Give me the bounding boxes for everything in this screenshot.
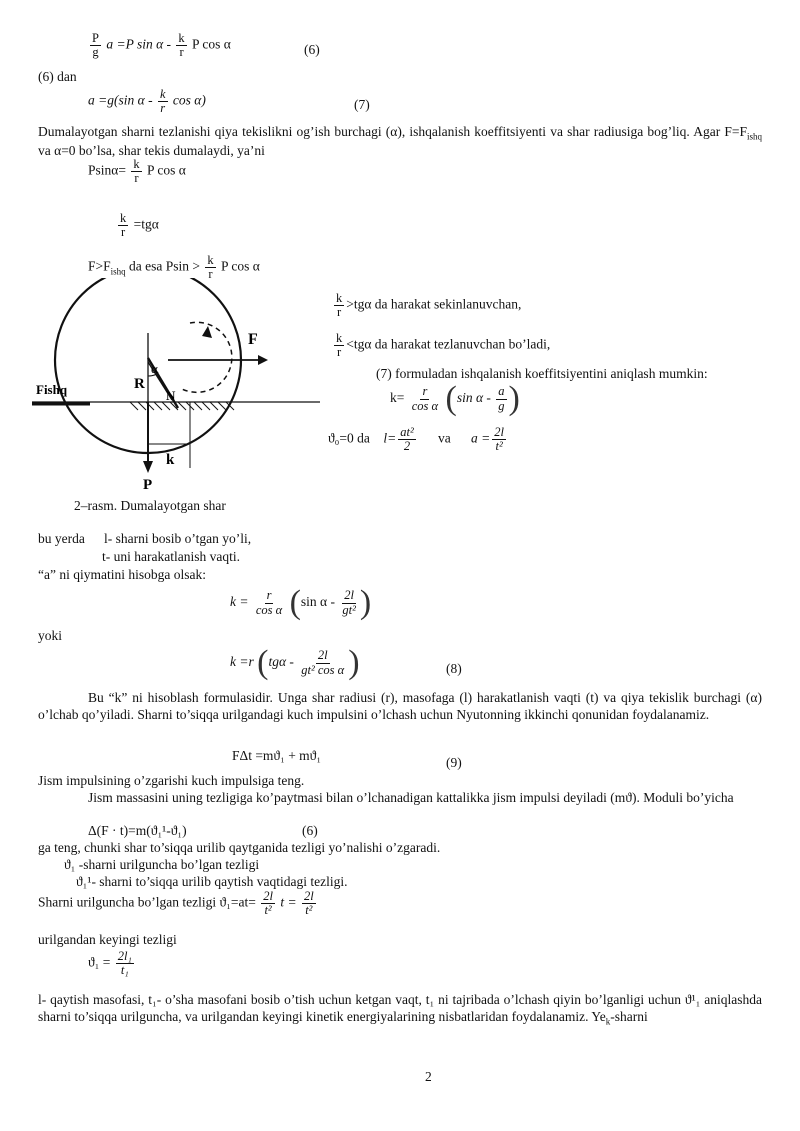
label-N: N [166,388,176,403]
paragraph-impulse: Jism impulsining o’zgarishi kuch impulsiga teng. [38,773,305,788]
label-P: P [143,477,153,493]
t-definition: t- uni harakatlanish vaqti. [102,549,240,564]
equation-9-number: (9) [446,755,462,770]
equation-6-number: (6) [304,42,320,57]
velocity-before-hit: Sharni urilguncha bo’lgan tezligi ϑ₁=at= $\frac{2l}{\text{t²}}$ t = $\frac{2l}{\text{t²}}$ [38,889,314,918]
from-6-label: (6) dan [38,69,77,84]
surface-hatching [130,402,234,410]
condition-accelerating: $\frac{k}{r}$ <tgα da harakat tezlanuvchan bo’ladi, [336,331,551,360]
label-k: k [166,452,175,468]
equation-k2: k = $\frac{r}{\text{cos α}}$ (sin α - $\frac{2l}{\text{gt²}}$ ) [230,584,372,621]
label-Fishq: Fishq [36,382,68,397]
l-definition: l- sharni bosib o’tgan yo’li, [104,531,252,546]
condition-decelerating: $\frac{k}{r}$ >tgα da harakat sekinlanuvchan, [336,291,522,320]
label-R: R [134,376,145,392]
bu-yerda-label: bu yerda [38,531,85,546]
equation-f-greater: $F>F_{ishq}$ da esa Psin > $\frac{k}{r}$ P cos α [88,253,260,282]
equation-7: a =g(sin α - $\frac{k}{r}$ cos α) [88,87,206,116]
paragraph-direction: ga teng, chunki shar to’siqqa urilib qaytganida tezligi yo’nalishi o’zgaradi. [38,840,441,855]
velocity-after-label: urilgandan keyingi tezligi [38,932,177,947]
equation-v1: ϑ₁ = $\frac{\text{2l₁}}{\text{t₁}}$ [88,949,132,978]
figure-caption: 2–rasm. Dumalayotgan shar [74,498,226,513]
force-f-arrowhead [258,355,268,365]
equation-psin: Psinα= $\frac{k}{r}$ P cos α [88,157,186,186]
equation-v0: ϑ₀=0 da l= $\frac{\text{at²}}{2}$ va a = $\frac{2l}{\text{t²}}$ [328,425,504,454]
weight-arrowhead [143,461,153,473]
equation-8-number: (8) [446,661,462,676]
equation-8: k =r (tgα - $\frac{2l}{\text{gt² cos α}}$ ) [230,644,360,681]
equation-k: k= $\frac{r}{\text{cos α}}$ (sin α - $\frac{a}{g}$ ) [390,380,520,417]
paragraph-formula: Bu “k” ni hisoblash formulasidir. Unga shar radiusi (r), masofaga (l) harakatlanish vaqti (t) va qiya tekislik burchagi (α) o’lchab qo’yiladi. Sharni to’siqqa urilgandagi kuch impulsini o’lchash uchun Nyutonning ikkinchi qonunidan foydalanamiz. [38,690,762,722]
label-F: F [248,331,258,348]
a-value-line: “a” ni qiymatini hisobga olsak: [38,567,206,582]
paragraph-acceleration: Dumalayotgan sharni tezlanishi qiya tekislikni og’ish burchagi (α), ishqalanish koeffitsiyenti va shar radiusiga bog’liq. Agar $F=F_{ishq}$ va α=0 bo’lsa, shar tekis dumalaydi, ya’ni [38,124,762,158]
from-7-text: (7) formuladan ishqalanish koeffitsiyentini aniqlash mumkin: [376,366,708,381]
page-number: 2 [425,1069,432,1084]
label-alpha: α [151,361,158,376]
rotation-arrowhead [202,326,212,338]
equation-7-number: (7) [354,97,370,112]
equation-6: $\frac{P}{g}$ a =P sin α - $\frac{k}{r}$ P cos α [92,31,231,60]
paragraph-momentum: Jism massasini uning tezligiga ko’paytmasi bilan o’lchanadigan kattalikka jism impulsi deyiladi (mϑ). Moduli bo’yicha [88,790,734,805]
equation-6b-number: (6) [302,823,318,838]
v1-definition: ϑ₁ -sharni urilguncha bo’lgan tezligi [64,857,260,872]
yoki-label: yoki [38,628,63,643]
paragraph-return: l- qaytish masofasi, t₁- o’sha masofani bosib o’tish uchun ketgan vaqt, t₁ ni tajribada o’lchash qiyin bo’lganligi uchun ϑ¹₁ aniqlashda sharni to’siqqa urilguncha, va urilgandan keyingi kinetik energiyalarining nisbatlaridan foydalanamiz. $Ye_k$-sharni [38,992,762,1027]
equation-9: FΔt =mϑ₁ + mϑ₁ [232,748,322,763]
v11-definition: ϑ₁¹- sharni to’siqqa urilib qaytish vaqtidagi tezligi. [76,874,348,889]
rolling-ball-figure [30,278,330,493]
equation-6b: Δ(F · t)=m(ϑ₁¹-ϑ₁) [88,823,187,838]
equation-tg: $\frac{k}{r}$ =tgα [120,211,159,240]
